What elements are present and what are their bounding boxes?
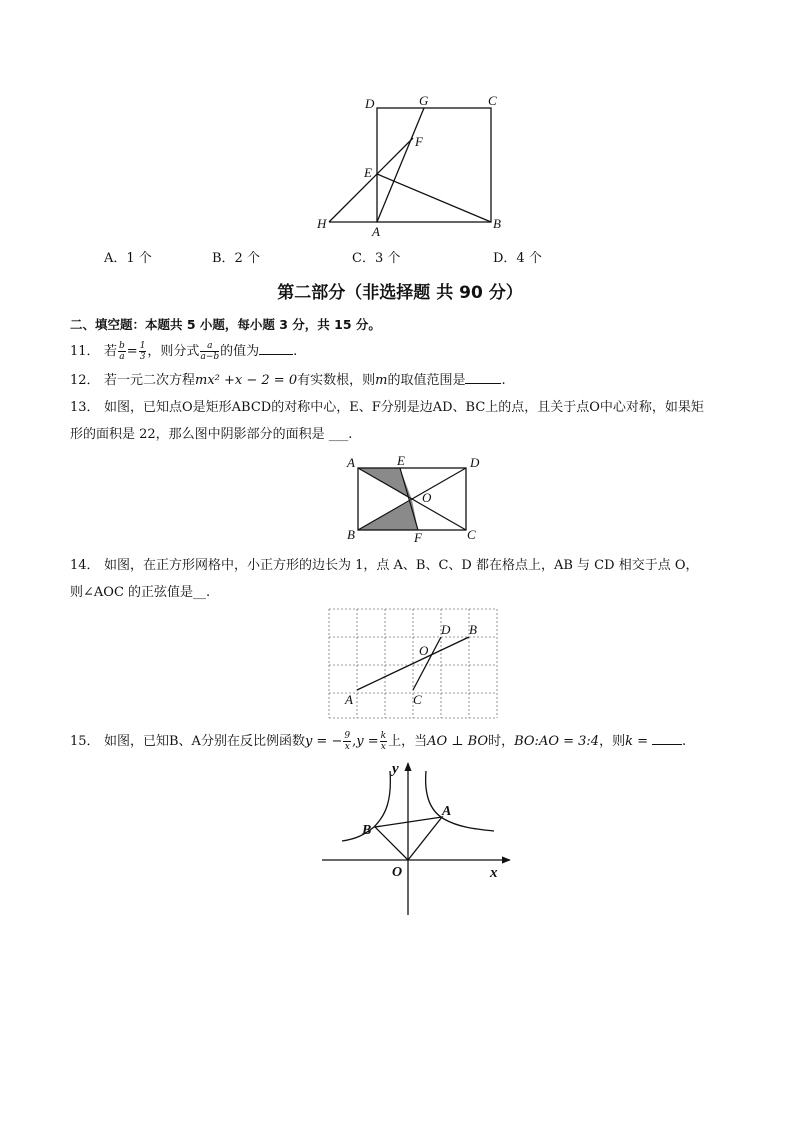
fraction-1-3 — [139, 341, 147, 362]
text: 如图，已知点O是矩形ABCD的对称中心，E、F分别是边AD、BC上的点，且关于点O中心对称，如果矩 — [104, 400, 704, 415]
text: 的取值范围是 — [387, 373, 466, 388]
text: 有实数根，则 — [297, 373, 376, 388]
text: = — [126, 344, 138, 359]
option-a[interactable]: A．1 个 — [104, 251, 152, 266]
text: 如图，在正方形网格中，小正方形的边长为 1，点 A、B、C、D 都在格点上，AB 与 CD 相交于点 O， — [104, 558, 699, 573]
option-b[interactable]: B．2 个 — [212, 251, 260, 266]
label-o: O — [422, 490, 432, 505]
label-b: B — [347, 527, 355, 542]
numerator: 9 — [344, 731, 351, 741]
numerator: a — [200, 341, 219, 352]
answer-blank[interactable] — [465, 369, 501, 384]
numerator: 1 — [139, 341, 146, 351]
figure-rectangle-shaded — [340, 452, 490, 544]
label-a: A — [442, 804, 452, 819]
label-b: B — [362, 823, 372, 838]
text: 若 — [104, 344, 118, 359]
denominator: a−b — [200, 352, 220, 362]
text: 则∠AOC 的正弦值是__. — [70, 585, 211, 600]
segment-hf — [329, 138, 413, 222]
denominator: a — [119, 352, 125, 362]
label-x: x — [490, 865, 498, 881]
segment-ag — [377, 108, 424, 222]
ratio: BO:AO = 3:4 — [514, 734, 600, 749]
label-c: C — [488, 93, 497, 108]
text: 形的面积是 22，那么图中阴影部分的面积是 ___. — [70, 427, 353, 442]
text: 时， — [488, 734, 515, 749]
label-o: O — [392, 865, 403, 880]
label-e: E — [397, 453, 405, 468]
text: ，则 — [599, 734, 626, 749]
question-15 — [70, 728, 730, 755]
numerator: k — [380, 731, 387, 741]
question-number: 14． — [70, 558, 100, 573]
question-13 — [70, 394, 730, 448]
option-c[interactable]: C．3 个 — [352, 251, 401, 266]
fraction-k-x — [380, 731, 387, 752]
numerator: b — [119, 341, 125, 351]
square-abcd — [377, 108, 491, 222]
text: . — [682, 734, 687, 749]
variable-k: k = — [625, 734, 648, 749]
section-title: 第二部分（非选择题 共 90 分） — [277, 283, 523, 303]
variable-m: m — [375, 373, 388, 388]
text: 上，当 — [388, 734, 428, 749]
text: 的值为 — [220, 344, 260, 359]
segment-eb — [377, 174, 491, 222]
label-g: G — [419, 93, 429, 108]
option-d[interactable]: D．4 个 — [493, 251, 542, 266]
text: 若一元二次方程 — [104, 373, 196, 388]
equation: mx² +x − 2 = 0 — [195, 373, 298, 388]
label-d: D — [365, 96, 375, 111]
label-b: B — [493, 216, 501, 231]
label-e: E — [364, 165, 372, 180]
label-b: B — [469, 622, 477, 637]
curve-positive — [426, 771, 494, 831]
label-a: A — [345, 692, 353, 707]
denominator: x — [380, 742, 386, 752]
label-c: C — [467, 527, 476, 542]
label-d: D — [470, 455, 480, 470]
condition: AO ⊥ BO — [427, 734, 489, 749]
label-f: F — [414, 530, 422, 544]
question-11 — [70, 338, 730, 365]
label-o: O — [419, 643, 429, 658]
fraction-a-a-minus-b — [200, 341, 219, 362]
text: . — [293, 344, 298, 359]
question-number: 12． — [70, 373, 100, 388]
question-number: 11． — [70, 344, 100, 359]
text: , — [352, 734, 357, 749]
text: ，则分式 — [147, 344, 200, 359]
question-12 — [70, 367, 730, 394]
question-14 — [70, 552, 730, 606]
denominator: 3 — [139, 352, 146, 362]
text: 如图，已知B、A分别在反比例函数 — [104, 734, 305, 749]
figure-inverse-proportion — [318, 755, 518, 920]
function-1: y = − — [304, 734, 343, 749]
fraction-9-x — [343, 731, 351, 752]
label-h: H — [317, 216, 327, 231]
label-d: D — [441, 622, 451, 637]
answer-blank[interactable] — [259, 340, 293, 355]
label-y: y — [392, 761, 399, 777]
figure-square-efgh — [305, 90, 525, 240]
fraction-b-a — [118, 341, 126, 362]
label-f: F — [415, 134, 423, 149]
text: . — [501, 373, 506, 388]
label-c: C — [413, 692, 422, 707]
function-2: y = — [356, 734, 379, 749]
part-two-header: 二、填空题：本题共 5 小题，每小题 3 分，共 15 分。 — [70, 317, 381, 332]
question-number: 15． — [70, 734, 100, 749]
answer-blank[interactable] — [652, 730, 682, 745]
label-a: A — [372, 224, 380, 239]
label-a: A — [347, 455, 355, 470]
figure-grid — [325, 605, 505, 723]
question-number: 13． — [70, 400, 100, 415]
denominator: x — [344, 742, 350, 752]
